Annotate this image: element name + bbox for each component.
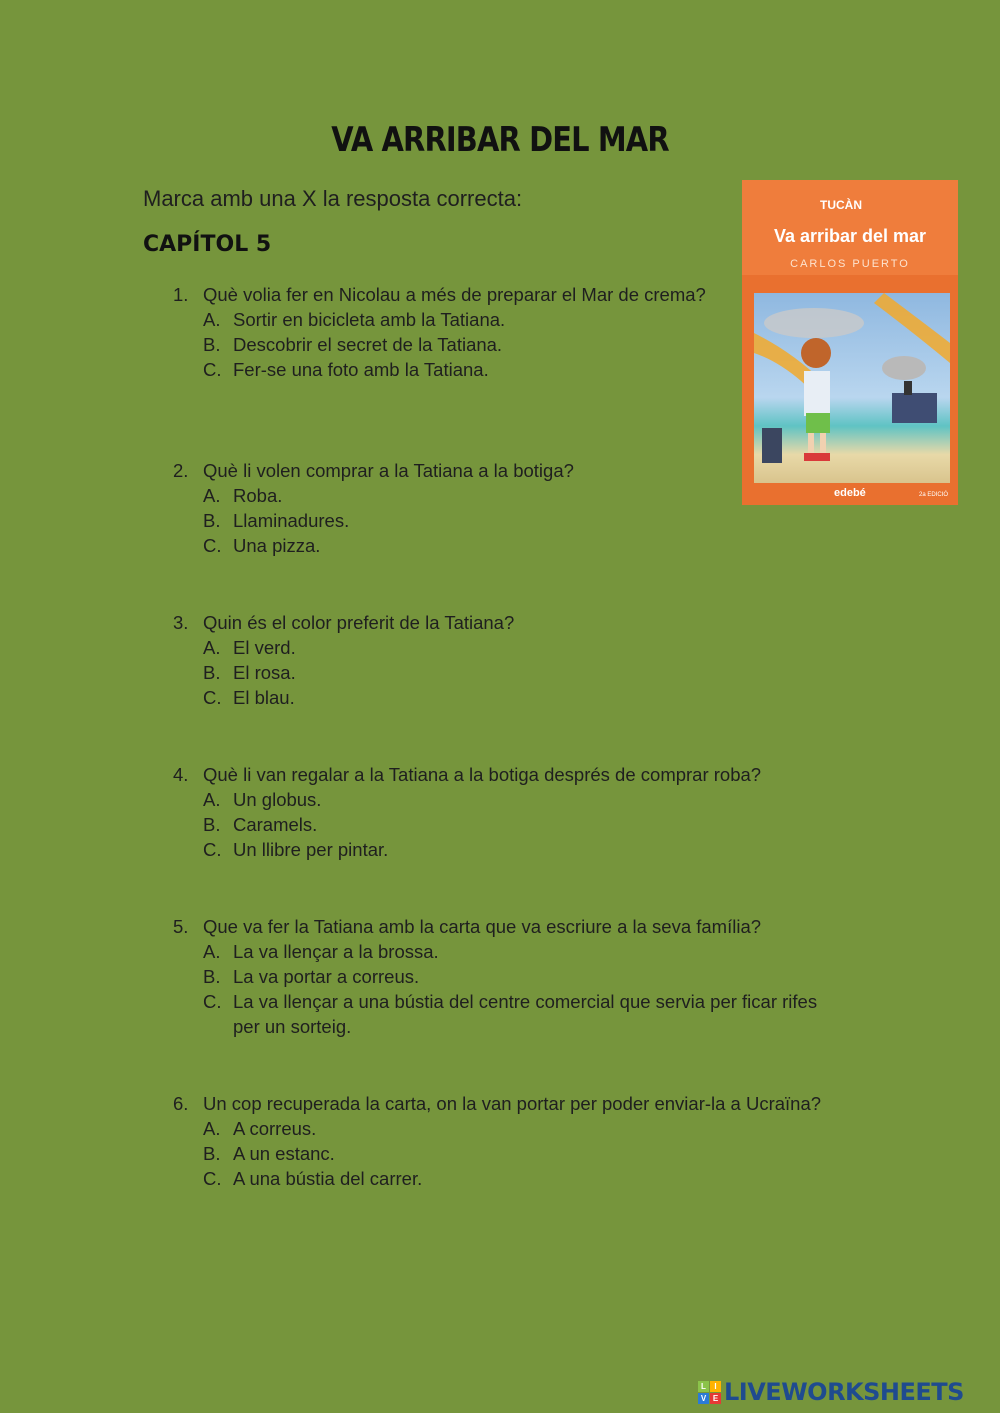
answer-option[interactable]	[173, 787, 833, 812]
answer-option[interactable]	[173, 307, 833, 332]
logo-block: E	[710, 1393, 721, 1404]
answer-option[interactable]	[173, 939, 833, 964]
answer-option[interactable]	[173, 989, 833, 1039]
option-text: Una pizza.	[233, 535, 321, 556]
answer-option[interactable]	[173, 508, 833, 533]
question-6	[173, 1091, 833, 1191]
question-number: 4.	[173, 764, 189, 785]
option-text: El rosa.	[233, 662, 296, 683]
option-text: Roba.	[233, 485, 283, 506]
option-letter: B.	[203, 814, 221, 835]
option-text: Un llibre per pintar.	[233, 839, 389, 860]
illustration-svg	[754, 293, 950, 483]
option-letter: A.	[203, 941, 221, 962]
answer-option[interactable]	[173, 533, 833, 558]
answer-option[interactable]	[173, 483, 833, 508]
answer-option[interactable]	[173, 357, 833, 382]
book-cover-image	[742, 180, 958, 505]
option-letter: C.	[203, 991, 222, 1012]
question-text: Què li volen comprar a la Tatiana a la botiga?	[203, 460, 574, 481]
cover-publisher: edebé	[834, 487, 866, 499]
question-text: Que va fer la Tatiana amb la carta que va escriure a la seva família?	[203, 916, 762, 937]
answer-option[interactable]	[173, 635, 833, 660]
logo-block: L	[698, 1381, 709, 1392]
question-1	[173, 282, 833, 382]
question-text: Què volia fer en Nicolau a més de preparar el Mar de crema?	[203, 284, 706, 305]
option-letter: B.	[203, 334, 221, 355]
option-letter: B.	[203, 966, 221, 987]
answer-option[interactable]	[173, 964, 833, 989]
answer-option[interactable]	[173, 332, 833, 357]
logo-word: LIVEWORKSHEETS	[724, 1378, 964, 1406]
option-letter: C.	[203, 687, 222, 708]
option-text: El blau.	[233, 687, 295, 708]
option-text: La va llençar a la brossa.	[233, 941, 439, 962]
option-letter: C.	[203, 535, 222, 556]
option-letter: B.	[203, 1143, 221, 1164]
option-letter: A.	[203, 789, 221, 810]
question-text-row	[173, 458, 833, 483]
option-letter: C.	[203, 359, 222, 380]
cover-edition: 2a EDICIÓ	[918, 492, 948, 498]
answer-option[interactable]	[173, 660, 833, 685]
option-letter: B.	[203, 510, 221, 531]
option-text: Sortir en bicicleta amb la Tatiana.	[233, 309, 506, 330]
question-number: 5.	[173, 916, 189, 937]
cover-brand: TUCÀN	[820, 198, 862, 212]
option-text: Descobrir el secret de la Tatiana.	[233, 334, 503, 355]
option-text: El verd.	[233, 637, 296, 658]
option-text: La va portar a correus.	[233, 966, 420, 987]
option-text: La va llençar a una bústia del centre comercial que servia per ficar rifes per un sorteig.	[233, 991, 818, 1037]
option-text: Llaminadures.	[233, 510, 350, 531]
question-2	[173, 458, 833, 558]
logo-block: V	[698, 1393, 709, 1404]
cover-illustration	[754, 293, 950, 483]
question-text: Què li van regalar a la Tatiana a la botiga després de comprar roba?	[203, 764, 762, 785]
question-text-row	[173, 610, 833, 635]
option-text: A correus.	[233, 1118, 317, 1139]
question-number: 2.	[173, 460, 189, 481]
question-5	[173, 914, 833, 1039]
option-letter: C.	[203, 1168, 222, 1189]
answer-option[interactable]	[173, 685, 833, 710]
option-letter: A.	[203, 309, 221, 330]
chapter-heading: CAPÍTOL 5	[143, 232, 272, 257]
option-text: A un estanc.	[233, 1143, 335, 1164]
option-text: Caramels.	[233, 814, 318, 835]
option-letter: A.	[203, 1118, 221, 1139]
option-text: Un globus.	[233, 789, 322, 810]
cover-title: Va arribar del mar	[773, 226, 927, 246]
liveworksheets-logo	[698, 1378, 964, 1406]
question-text: Un cop recuperada la carta, on la van portar per poder enviar-la a Ucraïna?	[203, 1093, 822, 1114]
answer-option[interactable]	[173, 1116, 833, 1141]
question-text: Quin és el color preferit de la Tatiana?	[203, 612, 515, 633]
answer-option[interactable]	[173, 812, 833, 837]
question-text-row	[173, 762, 833, 787]
logo-block: I	[710, 1381, 721, 1392]
cover-author: CARLOS PUERTO	[790, 258, 910, 270]
question-number: 3.	[173, 612, 189, 633]
question-text-row	[173, 1091, 833, 1116]
question-4	[173, 762, 833, 862]
option-letter: B.	[203, 662, 221, 683]
answer-option[interactable]	[173, 837, 833, 862]
question-text-row	[173, 282, 833, 307]
option-letter: C.	[203, 839, 222, 860]
question-number: 6.	[173, 1093, 189, 1114]
option-letter: A.	[203, 637, 221, 658]
option-text: Fer-se una foto amb la Tatiana.	[233, 359, 489, 380]
logo-blocks	[698, 1381, 721, 1404]
answer-option[interactable]	[173, 1141, 833, 1166]
instruction: Marca amb una X la resposta correcta:	[143, 186, 523, 211]
question-number: 1.	[173, 284, 189, 305]
answer-option[interactable]	[173, 1166, 833, 1191]
option-letter: A.	[203, 485, 221, 506]
question-3	[173, 610, 833, 710]
page-title: VA ARRIBAR DEL MAR	[331, 120, 669, 160]
question-text-row	[173, 914, 833, 939]
option-text: A una bústia del carrer.	[233, 1168, 423, 1189]
